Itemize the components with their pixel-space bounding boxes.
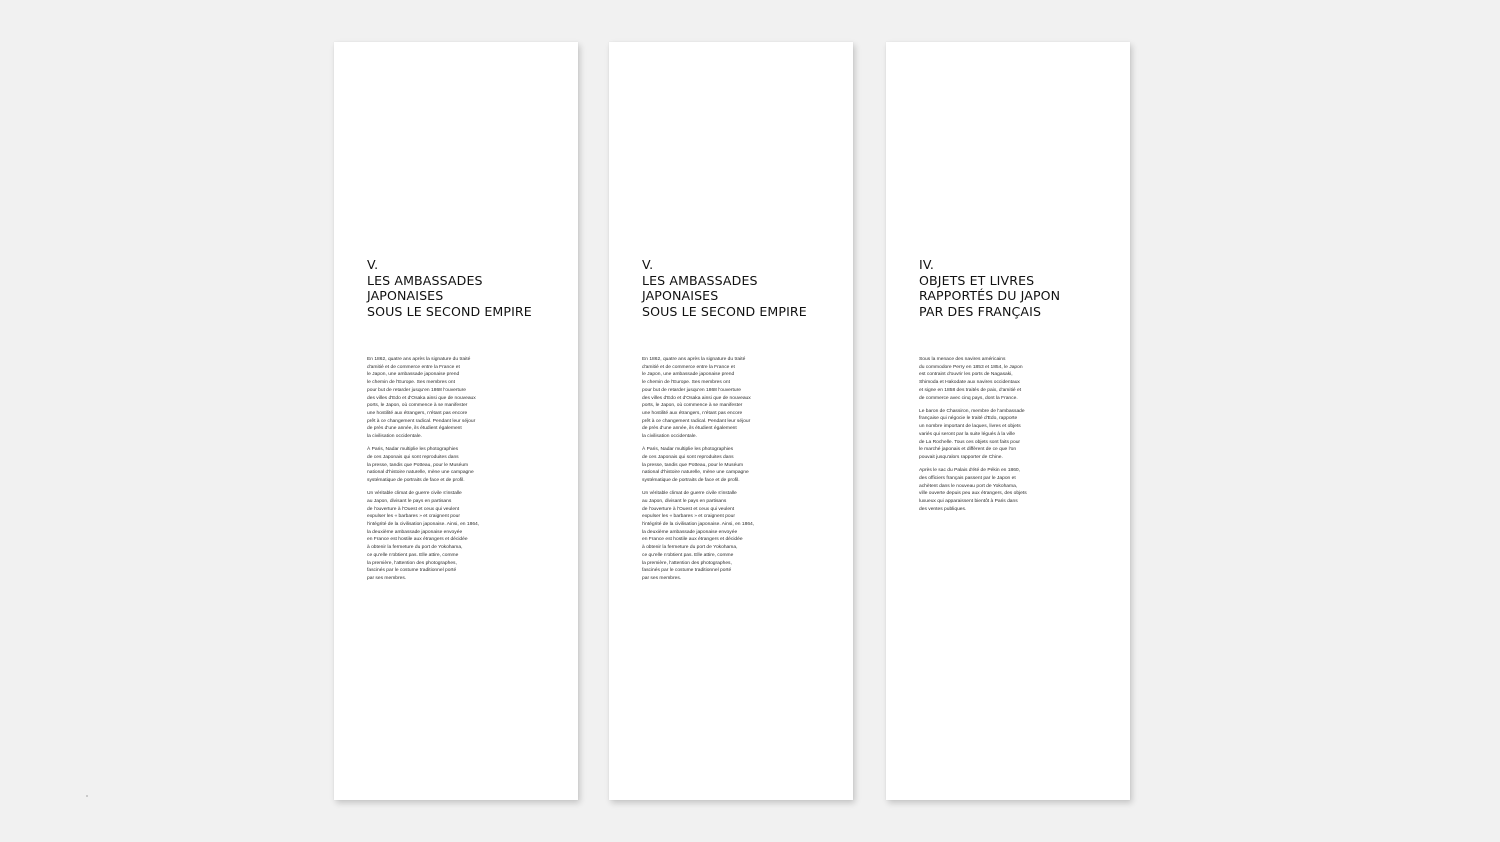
body-text-line: française qui négocie le traité d'Edo, rapporte — [919, 416, 1018, 422]
body-text-line: d'amitié et de commerce entre la France et — [642, 364, 735, 370]
body-text-line: par ses membres. — [642, 575, 682, 581]
body-text-line: le Japon, une ambassade japonaise prend — [642, 372, 735, 378]
body-text-line: des officiers français passent par le Japon et — [919, 475, 1016, 481]
body-text-line: Un véritable climat de guerre civile s'installe — [367, 491, 462, 497]
body-text-line: expulser les « barbares » et craignent pour — [642, 514, 735, 520]
panel-heading — [919, 257, 1124, 319]
body-text-line: variés qui seront par la suite légués à la ville — [919, 431, 1015, 437]
body-text-line: de ces Japonais qui sont reproduites dans — [642, 454, 734, 460]
body-text-line: de près d'une année, ils étudient également — [367, 426, 462, 432]
body-text-line: ports, le Japon, où commence à se manifester — [642, 403, 743, 409]
body-text-line: l'intégrité de la civilisation japonaise. Ainsi, en 1864, — [642, 522, 755, 528]
body-paragraph — [367, 356, 517, 441]
body-text-line: En 1862, quatre ans après la signature du traité — [642, 357, 746, 362]
body-paragraph — [919, 356, 1069, 402]
body-text-line: en France est hostile aux étrangers et décidée — [367, 537, 468, 543]
body-text-line: une hostilité aux étrangers, n'étant pas encore — [642, 410, 743, 416]
body-text-line: par ses membres. — [367, 575, 407, 581]
body-text-line: la civilisation occidentale. — [642, 434, 697, 440]
body-text-line: Après le sac du Palais d'été de Pékin en 1860, — [919, 468, 1020, 474]
section-title-line: PAR DES FRANÇAIS — [919, 303, 1042, 319]
body-text-line: des villes d'Edo et d'Osaka ainsi que de nouveaux — [367, 395, 476, 401]
body-paragraph — [642, 490, 792, 582]
body-text-line: de l'ouverture à l'Ouest et ceux qui veulent — [642, 506, 735, 512]
exhibition-panel-2 — [609, 42, 853, 800]
body-text-line: de ces Japonais qui sont reproduites dans — [367, 454, 459, 460]
body-text-line: le chemin de l'Europe. Ses membres ont — [642, 380, 730, 386]
body-text-line: prêt à ce changement radical. Pendant leur séjour — [642, 418, 751, 424]
body-text-line: pour but de retarder jusqu'en 1868 l'ouverture — [642, 387, 741, 393]
body-text-line: en France est hostile aux étrangers et décidée — [642, 537, 743, 543]
panel-heading — [642, 257, 847, 319]
body-text-line: À Paris, Nadar multiplie les photographies — [642, 447, 734, 453]
section-title-line: JAPONAISES — [642, 288, 719, 303]
body-text-line: systématique de portraits de face et de profil. — [367, 478, 465, 484]
body-text-line: au Japon, divisant le pays en partisans — [367, 498, 452, 504]
body-text-line: achètent dans le nouveau port de Yokohama, — [919, 483, 1018, 489]
body-text-line: fascinés par le costume traditionnel porté — [367, 568, 457, 574]
body-text-line: ce qu'elle n'obtient pas. Elle attire, comme — [367, 552, 459, 558]
section-numeral: V. — [367, 257, 379, 272]
section-title-line: SOUS LE SECOND EMPIRE — [642, 303, 807, 319]
panel-body-text — [367, 356, 517, 588]
body-text-line: fascinés par le costume traditionnel porté — [642, 568, 732, 574]
body-text-line: de La Rochelle. Tous ces objets sont faits pour — [919, 439, 1021, 445]
body-text-line: la deuxième ambassade japonaise envoyée — [642, 529, 738, 535]
body-text-line: ville ouverte depuis peu aux étrangers, des objets — [919, 491, 1027, 497]
body-text-line: l'intégrité de la civilisation japonaise. Ainsi, en 1864, — [367, 522, 480, 528]
section-title-line: LES AMBASSADES — [642, 272, 758, 288]
background-speck — [86, 795, 88, 797]
body-text-line: pour but de retarder jusqu'en 1868 l'ouverture — [367, 387, 466, 393]
body-text-line: des villes d'Edo et d'Osaka ainsi que de nouveaux — [642, 395, 751, 401]
body-text-line: d'amitié et de commerce entre la France et — [367, 364, 460, 370]
body-text-line: ports, le Japon, où commence à se manifester — [367, 403, 468, 409]
body-paragraph — [367, 446, 517, 485]
section-title-line: SOUS LE SECOND EMPIRE — [367, 303, 532, 319]
section-title-line: JAPONAISES — [367, 288, 444, 303]
body-text-line: une hostilité aux étrangers, n'étant pas encore — [367, 410, 468, 416]
body-text-line: national d'histoire naturelle, mène une campagne — [367, 470, 474, 476]
body-text-line: pouvait jusqu'alors rapporter de Chine. — [919, 454, 1003, 460]
body-text-line: prêt à ce changement radical. Pendant leur séjour — [367, 418, 476, 424]
body-text-line: de commerce avec cinq pays, dont la France. — [919, 395, 1018, 401]
body-text-line: un nombre important de laques, livres et objets — [919, 424, 1021, 430]
body-text-line: systématique de portraits de face et de profil. — [642, 478, 740, 484]
body-paragraph — [642, 356, 792, 441]
panel-body-text — [642, 356, 792, 588]
body-text-line: Un véritable climat de guerre civile s'installe — [642, 491, 737, 497]
section-numeral: V. — [642, 257, 654, 272]
body-text-line: Le baron de Chassiron, membre de l'ambassade — [919, 408, 1025, 414]
body-text-line: la première, l'attention des photographes, — [642, 560, 732, 566]
body-text-line: de l'ouverture à l'Ouest et ceux qui veulent — [367, 506, 460, 512]
body-text-line: à obtenir la fermeture du port de Yokohama, — [367, 545, 463, 551]
body-text-line: ce qu'elle n'obtient pas. Elle attire, comme — [642, 552, 734, 558]
body-text-line: luxueux qui apparaissent bientôt à Paris dans — [919, 498, 1018, 504]
body-text-line: et signe en 1858 des traités de paix, d'amitié et — [919, 387, 1022, 393]
exhibition-panel-1 — [334, 42, 578, 800]
body-text-line: la civilisation occidentale. — [367, 434, 422, 440]
body-text-line: du commodore Perry en 1853 et 1854, le Japon — [919, 364, 1023, 370]
body-paragraph — [642, 446, 792, 485]
body-paragraph — [919, 408, 1069, 462]
section-title-line: OBJETS ET LIVRES — [919, 272, 1035, 288]
section-numeral: IV. — [919, 257, 935, 272]
body-text-line: au Japon, divisant le pays en partisans — [642, 498, 727, 504]
body-text-line: À Paris, Nadar multiplie les photographies — [367, 447, 459, 453]
section-title-line: RAPPORTÉS DU JAPON — [919, 288, 1061, 303]
body-text-line: à obtenir la fermeture du port de Yokohama, — [642, 545, 738, 551]
body-text-line: la première, l'attention des photographes, — [367, 560, 457, 566]
body-text-line: le Japon, une ambassade japonaise prend — [367, 372, 460, 378]
body-text-line: la deuxième ambassade japonaise envoyée — [367, 529, 463, 535]
body-text-line: la presse, tandis que Potteau, pour le Muséum — [642, 462, 744, 468]
body-text-line: Sous la menace des navires américains — [919, 357, 1006, 362]
body-text-line: le chemin de l'Europe. Ses membres ont — [367, 380, 455, 386]
body-text-line: En 1862, quatre ans après la signature du traité — [367, 357, 471, 362]
body-text-line: le marché japonais et diffèrent de ce que l'on — [919, 447, 1017, 453]
body-text-line: la presse, tandis que Potteau, pour le Muséum — [367, 462, 469, 468]
panel-heading — [367, 257, 572, 319]
panel-body-text — [919, 356, 1069, 519]
body-text-line: national d'histoire naturelle, mène une campagne — [642, 470, 749, 476]
body-text-line: de près d'une année, ils étudient également — [642, 426, 737, 432]
section-title-line: LES AMBASSADES — [367, 272, 483, 288]
body-paragraph — [919, 467, 1069, 513]
body-text-line: est contraint d'ouvrir les ports de Nagasaki, — [919, 372, 1013, 378]
body-text-line: expulser les « barbares » et craignent pour — [367, 514, 460, 520]
body-paragraph — [367, 490, 517, 582]
body-text-line: Shimoda et Hakodate aux navires occidentaux — [919, 380, 1020, 386]
body-text-line: des ventes publiques. — [919, 506, 967, 512]
exhibition-panel-3 — [886, 42, 1130, 800]
